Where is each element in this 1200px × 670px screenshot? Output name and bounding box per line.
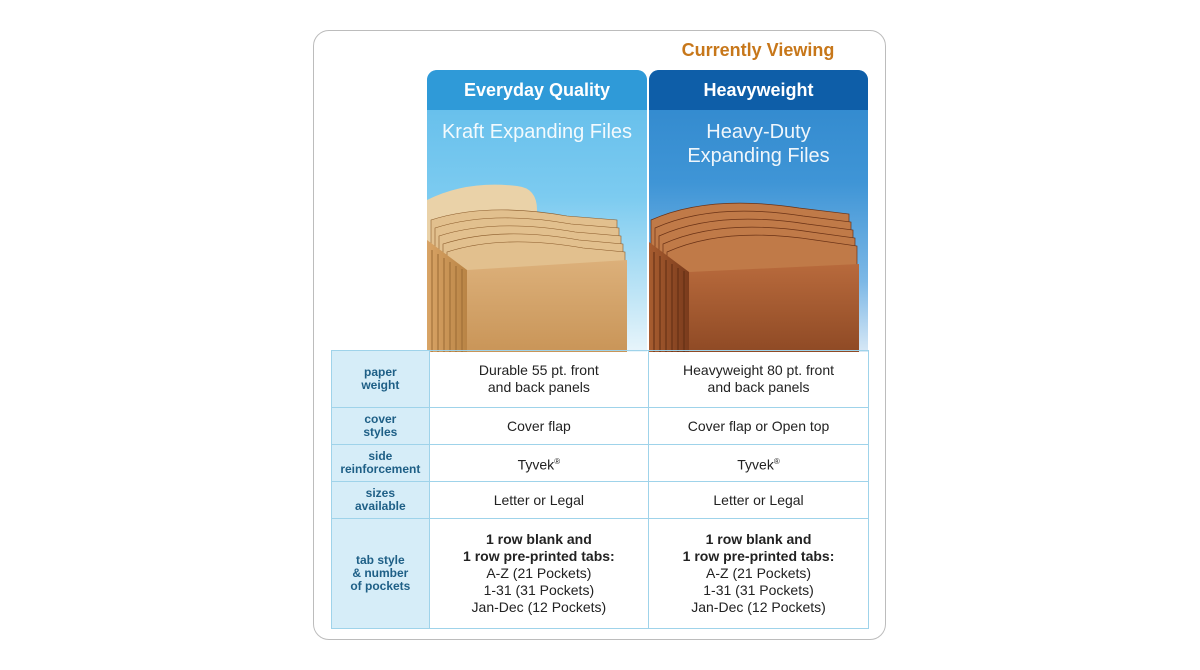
cell-heavyweight-cover-styles: Cover flap or Open top bbox=[649, 408, 869, 445]
label-line: available bbox=[354, 499, 406, 513]
cell-heavyweight-sizes: Letter or Legal bbox=[649, 482, 869, 519]
row-label-side-reinforcement bbox=[332, 445, 430, 482]
cell-line: and back panels bbox=[487, 379, 590, 395]
cell-heavyweight-paper-weight bbox=[649, 351, 869, 408]
cell-line: Heavyweight 80 pt. front bbox=[683, 362, 835, 378]
cell-text: Tyvek bbox=[737, 456, 774, 473]
kraft-expanding-file-image bbox=[427, 180, 647, 352]
comparison-table bbox=[331, 350, 869, 629]
row-label-tab-style bbox=[332, 519, 430, 629]
label-line: styles bbox=[363, 425, 398, 439]
table-row bbox=[332, 408, 869, 445]
cell-heavyweight-side-reinforcement bbox=[649, 445, 869, 482]
column-heavyweight bbox=[649, 70, 868, 352]
cell-line: 1 row blank and bbox=[705, 531, 812, 547]
cell-everyday-cover-styles: Cover flap bbox=[429, 408, 648, 445]
cell-line: 1-31 (31 Pockets) bbox=[703, 582, 814, 598]
column-subtitle-heavyweight bbox=[649, 120, 868, 168]
cell-line: 1 row pre-printed tabs: bbox=[682, 548, 835, 564]
cell-line: Jan-Dec (12 Pockets) bbox=[691, 599, 826, 615]
table-row bbox=[332, 445, 869, 482]
label-line: weight bbox=[361, 378, 400, 392]
cell-everyday-sizes: Letter or Legal bbox=[429, 482, 648, 519]
cell-heavyweight-tab-style bbox=[649, 519, 869, 629]
label-line: tab style bbox=[355, 553, 405, 567]
label-line: side bbox=[368, 449, 393, 463]
cell-line: 1 row pre-printed tabs: bbox=[463, 548, 615, 564]
label-line: & number bbox=[352, 566, 409, 580]
label-line: reinforcement bbox=[340, 462, 421, 476]
table-row bbox=[332, 482, 869, 519]
cell-line: Durable 55 pt. front bbox=[478, 362, 599, 378]
row-label-cover-styles bbox=[332, 408, 430, 445]
label-line: of pockets bbox=[350, 579, 411, 593]
currently-viewing-label: Currently Viewing bbox=[681, 40, 835, 60]
table-row bbox=[332, 519, 869, 629]
cell-text: Tyvek bbox=[517, 456, 555, 473]
subtitle-line: Kraft Expanding Files bbox=[441, 121, 633, 143]
cell-line: A-Z (21 Pockets) bbox=[486, 565, 592, 581]
heavy-duty-expanding-file-image bbox=[649, 180, 868, 352]
column-header-everyday: Everyday Quality bbox=[427, 70, 647, 110]
column-header-heavyweight: Heavyweight bbox=[649, 70, 868, 110]
subtitle-line: Expanding Files bbox=[687, 145, 830, 167]
registered-mark: ® bbox=[554, 456, 561, 466]
cell-line: A-Z (21 Pockets) bbox=[706, 565, 812, 581]
row-label-sizes-available bbox=[332, 482, 430, 519]
cell-everyday-paper-weight bbox=[429, 351, 648, 408]
table-row bbox=[332, 351, 869, 408]
cell-line: 1 row blank and bbox=[485, 531, 592, 547]
cell-line: 1-31 (31 Pockets) bbox=[483, 582, 595, 598]
label-line: paper bbox=[363, 365, 397, 379]
column-subtitle-everyday bbox=[427, 120, 647, 144]
cell-line: Jan-Dec (12 Pockets) bbox=[471, 599, 607, 615]
column-everyday-quality bbox=[427, 70, 647, 352]
registered-mark: ® bbox=[773, 456, 780, 466]
cell-everyday-tab-style bbox=[429, 519, 648, 629]
subtitle-line: Heavy-Duty bbox=[706, 121, 811, 143]
cell-line: and back panels bbox=[707, 379, 810, 395]
row-label-paper-weight bbox=[332, 351, 430, 408]
label-line: sizes bbox=[365, 486, 396, 500]
label-line: cover bbox=[364, 412, 397, 426]
cell-everyday-side-reinforcement bbox=[429, 445, 648, 482]
